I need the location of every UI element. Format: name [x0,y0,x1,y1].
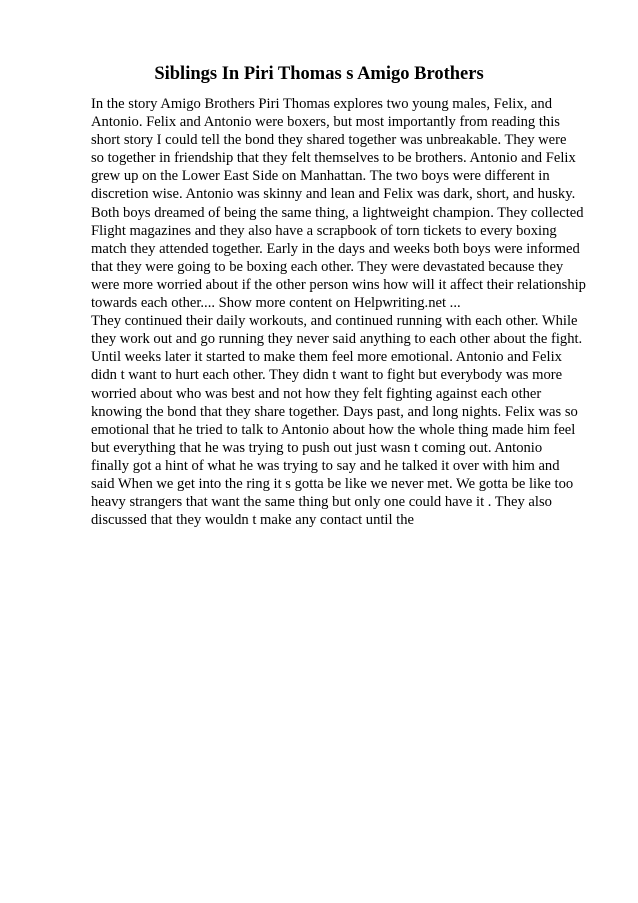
body-line: that they were going to be boxing each other. They were devastated because they [91,258,564,275]
body-line: worried about who was best and not how they felt fighting against each other [91,385,542,402]
body-line: emotional that he tried to talk to Antonio about how the whole thing made him feel [91,421,576,438]
body-line: Both boys dreamed of being the same thing, a lightweight champion. They collected [91,204,584,221]
document-title: Siblings In Piri Thomas s Amigo Brothers [154,64,484,84]
body-line: they work out and go running they never said anything to each other about the fight. [91,331,583,348]
body-line: said When we get into the ring it s gotta be like we never met. We gotta be like too [91,475,574,492]
body-line: In the story Amigo Brothers Piri Thomas explores two young males, Felix, and [91,96,553,112]
body-line: discussed that they wouldn t make any contact until the [91,512,415,529]
body-line: Flight magazines and they also have a scrapbook of torn tickets to every boxing [91,222,557,239]
body-line: towards each other.... Show more content on Helpwriting.net ... [91,295,461,312]
document-body [91,95,591,529]
body-line: but everything that he was trying to push out just wasn t coming out. Antonio [91,439,543,456]
body-line: so together in friendship that they felt themselves to be brothers. Antonio and Felix [91,150,576,167]
body-line: finally got a hint of what he was trying to say and he talked it over with him and [91,457,560,474]
body-line: were more worried about if the other person wins how will it affect their relationship [91,276,586,293]
body-line: heavy strangers that want the same thing but only one could have it . They also [91,494,552,511]
body-line: match they attended together. Early in the days and weeks both boys were informed [91,240,580,257]
body-line: Antonio. Felix and Antonio were boxers, but most importantly from reading this [91,114,560,131]
body-line: knowing the bond that they share together. Days past, and long nights. Felix was so [91,403,578,420]
body-line: short story I could tell the bond they shared together was unbreakable. They were [91,132,567,149]
body-line: Until weeks later it started to make them feel more emotional. Antonio and Felix [91,349,562,366]
body-line: discretion wise. Antonio was skinny and lean and Felix was dark, short, and husky. [91,186,576,203]
body-line: didn t want to hurt each other. They didn t want to fight but everybody was more [91,367,563,384]
body-line: grew up on the Lower East Side on Manhattan. The two boys were different in [91,168,550,185]
body-line: They continued their daily workouts, and continued running with each other. While [91,313,578,330]
